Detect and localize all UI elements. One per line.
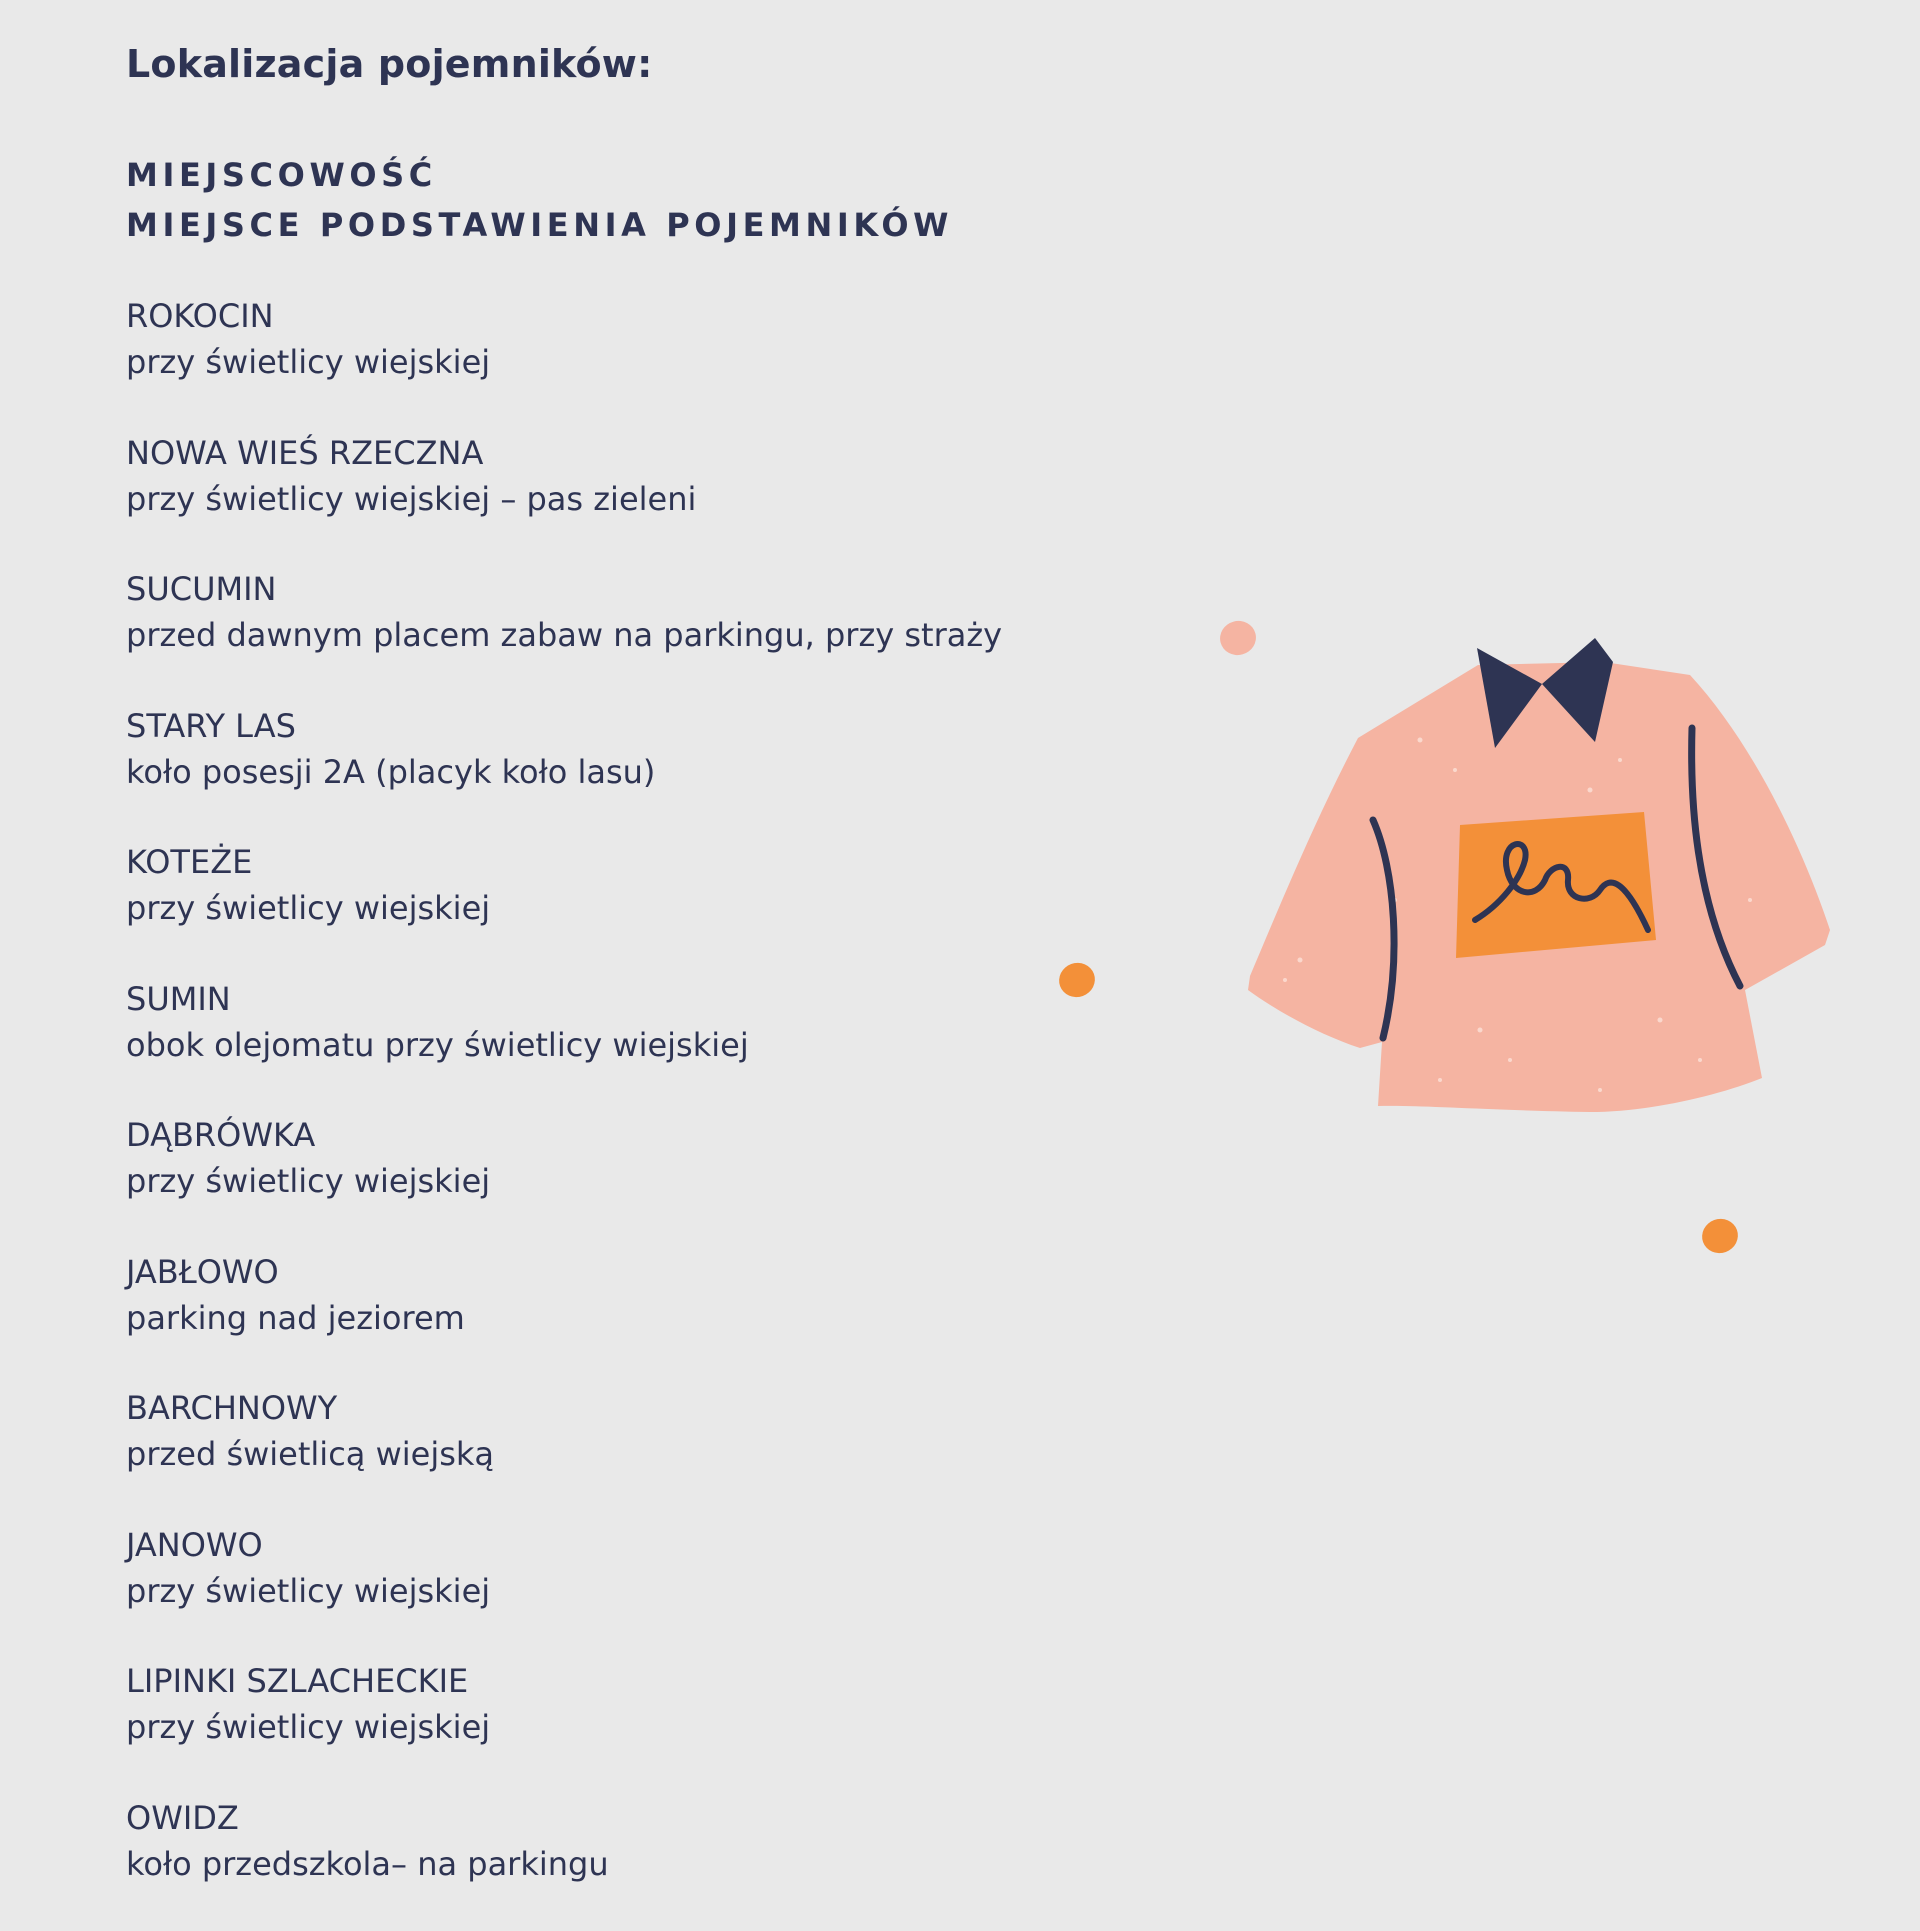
entry-place: SUCUMIN xyxy=(126,566,1106,612)
entry-spot: przy świetlicy wiejskiej xyxy=(126,1704,1106,1750)
entry-place: ROKOCIN xyxy=(126,293,1106,339)
entry-spot: przy świetlicy wiejskiej – pas zieleni xyxy=(126,476,1106,522)
list-item xyxy=(126,1658,1106,1795)
entry-spot: przy świetlicy wiejskiej xyxy=(126,339,1106,385)
location-list-section xyxy=(126,36,1106,1931)
entry-spot: przed dawnym placem zabaw na parkingu, przy straży xyxy=(126,612,1106,658)
entry-spot: przed świetlicą wiejską xyxy=(126,1431,1106,1477)
header-locality: MIEJSCOWOŚĆ xyxy=(126,150,1106,200)
entry-place: JABŁOWO xyxy=(126,1249,1106,1295)
page-title: Lokalizacja pojemników: xyxy=(126,36,1106,92)
list-item xyxy=(126,1385,1106,1522)
pink-dot-icon xyxy=(1216,617,1260,659)
list-item xyxy=(126,703,1106,840)
entry-spot: koło posesji 2A (placyk koło lasu) xyxy=(126,749,1106,795)
entry-place: NOWA WIEŚ RZECZNA xyxy=(126,430,1106,476)
entry-spot: parking nad jeziorem xyxy=(126,1295,1106,1341)
entry-spot: przy świetlicy wiejskiej xyxy=(126,1158,1106,1204)
entry-spot: koło przedszkola– na parkingu xyxy=(126,1841,1106,1887)
orange-dot-icon xyxy=(1054,958,1099,1002)
list-item xyxy=(126,293,1106,430)
entries-list xyxy=(126,293,1106,1931)
entry-place: LIPINKI SZLACHECKIE xyxy=(126,1658,1106,1704)
entry-place: BARCHNOWY xyxy=(126,1385,1106,1431)
entry-spot: obok olejomatu przy świetlicy wiejskiej xyxy=(126,1022,1106,1068)
column-header xyxy=(126,150,1106,250)
entry-place: OWIDZ xyxy=(126,1795,1106,1841)
list-item xyxy=(126,839,1106,976)
orange-dot-icon xyxy=(1697,1214,1742,1258)
list-item xyxy=(126,1795,1106,1931)
list-item xyxy=(126,976,1106,1113)
shirt-icon xyxy=(1248,638,1830,1112)
entry-spot: przy świetlicy wiejskiej xyxy=(126,885,1106,931)
list-item xyxy=(126,430,1106,567)
shirt-illustration xyxy=(1040,600,1880,1280)
entry-place: KOTEŻE xyxy=(126,839,1106,885)
list-item xyxy=(126,1249,1106,1386)
list-item xyxy=(126,1522,1106,1659)
entry-spot: przy świetlicy wiejskiej xyxy=(126,1568,1106,1614)
entry-place: DĄBRÓWKA xyxy=(126,1112,1106,1158)
list-item xyxy=(126,1112,1106,1249)
entry-place: SUMIN xyxy=(126,976,1106,1022)
header-container-location: MIEJSCE PODSTAWIENIA POJEMNIKÓW xyxy=(126,200,1106,250)
entry-place: STARY LAS xyxy=(126,703,1106,749)
entry-place: JANOWO xyxy=(126,1522,1106,1568)
list-item xyxy=(126,566,1106,703)
